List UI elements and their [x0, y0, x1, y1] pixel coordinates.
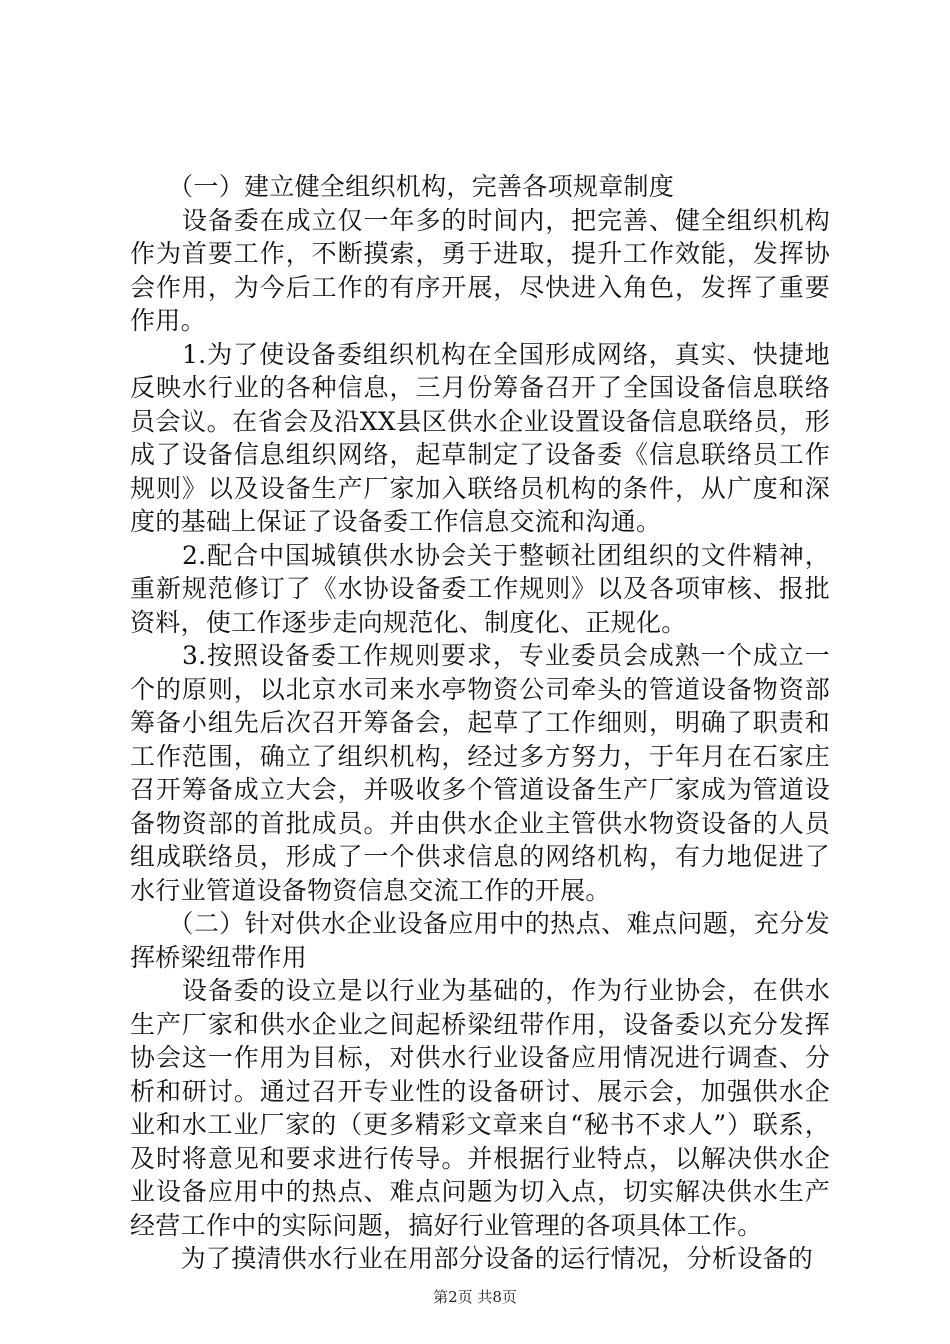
paragraph-item-1: 1.为了使设备委组织机构在全国形成网络，真实、快捷地反映水行业的各种信息，三月份筹备召开了全国设备信息联络员会议。在省会及沿XX县区供水企业设置设备信息联络员，形成了设备信息组织网络，起草制定了设备委《信息联络员工作规则》以及设备生产厂家加入联络员机构的条件，从广度和深度的基础上保证了设备委工作信息交流和沟通。 [130, 339, 830, 536]
page-number-footer: 第2页 共8页 [433, 1288, 517, 1306]
paragraph-item-3: 3.按照设备委工作规则要求，专业委员会成熟一个成立一个的原则，以北京水司来水亭物资公司牵头的管道设备物资部筹备小组先后次召开筹备会，起草了工作细则，明确了职责和工作范围，确立了组织机构，经过多方努力，于年月在石家庄召开筹备成立大会，并吸收多个管道设备生产厂家成为管道设备物资部的首批成员。并由供水企业主管供水物资设备的人员组成联络员，形成了一个供求信息的网络机构，有力地促进了水行业管道设备物资信息交流工作的开展。 [130, 641, 830, 905]
paragraph-bridge-role: 设备委的设立是以行业为基础的，作为行业协会，在供水生产厂家和供水企业之间起桥梁纽带作用，设备委以充分发挥协会这一作用为目标，对供水行业设备应用情况进行调查、分析和研讨。通过召开专业性的设备研讨、展示会，加强供水企业和水工业厂家的（更多精彩文章来自“秘书不求人”）联系，及时将意见和要求进行传导。并根据行业特点，以解决供水企业设备应用中的热点、难点问题为切入点，切实解决供水生产经营工作中的实际问题，搞好行业管理的各项具体工作。 [130, 976, 830, 1240]
document-body [130, 170, 830, 1276]
section-heading-1: （一）建立健全组织机构，完善各项规章制度 [130, 172, 675, 201]
paragraph-survey: 为了摸清供水行业在用部分设备的运行情况，分析设备的 [130, 1244, 814, 1273]
section-heading-2: （二）针对供水企业设备应用中的热点、难点问题，充分发挥桥梁纽带作用 [130, 909, 830, 972]
paragraph-intro: 设备委在成立仅一年多的时间内，把完善、健全组织机构作为首要工作，不断摸索，勇于进取，提升工作效能，发挥协会作用，为今后工作的有序开展，尽快进入角色，发挥了重要作用。 [130, 205, 830, 335]
paragraph-item-2: 2.配合中国城镇供水协会关于整顿社团组织的文件精神，重新规范修订了《水协设备委工作规则》以及各项审核、报批资料，使工作逐步走向规范化、制度化、正规化。 [130, 540, 830, 637]
